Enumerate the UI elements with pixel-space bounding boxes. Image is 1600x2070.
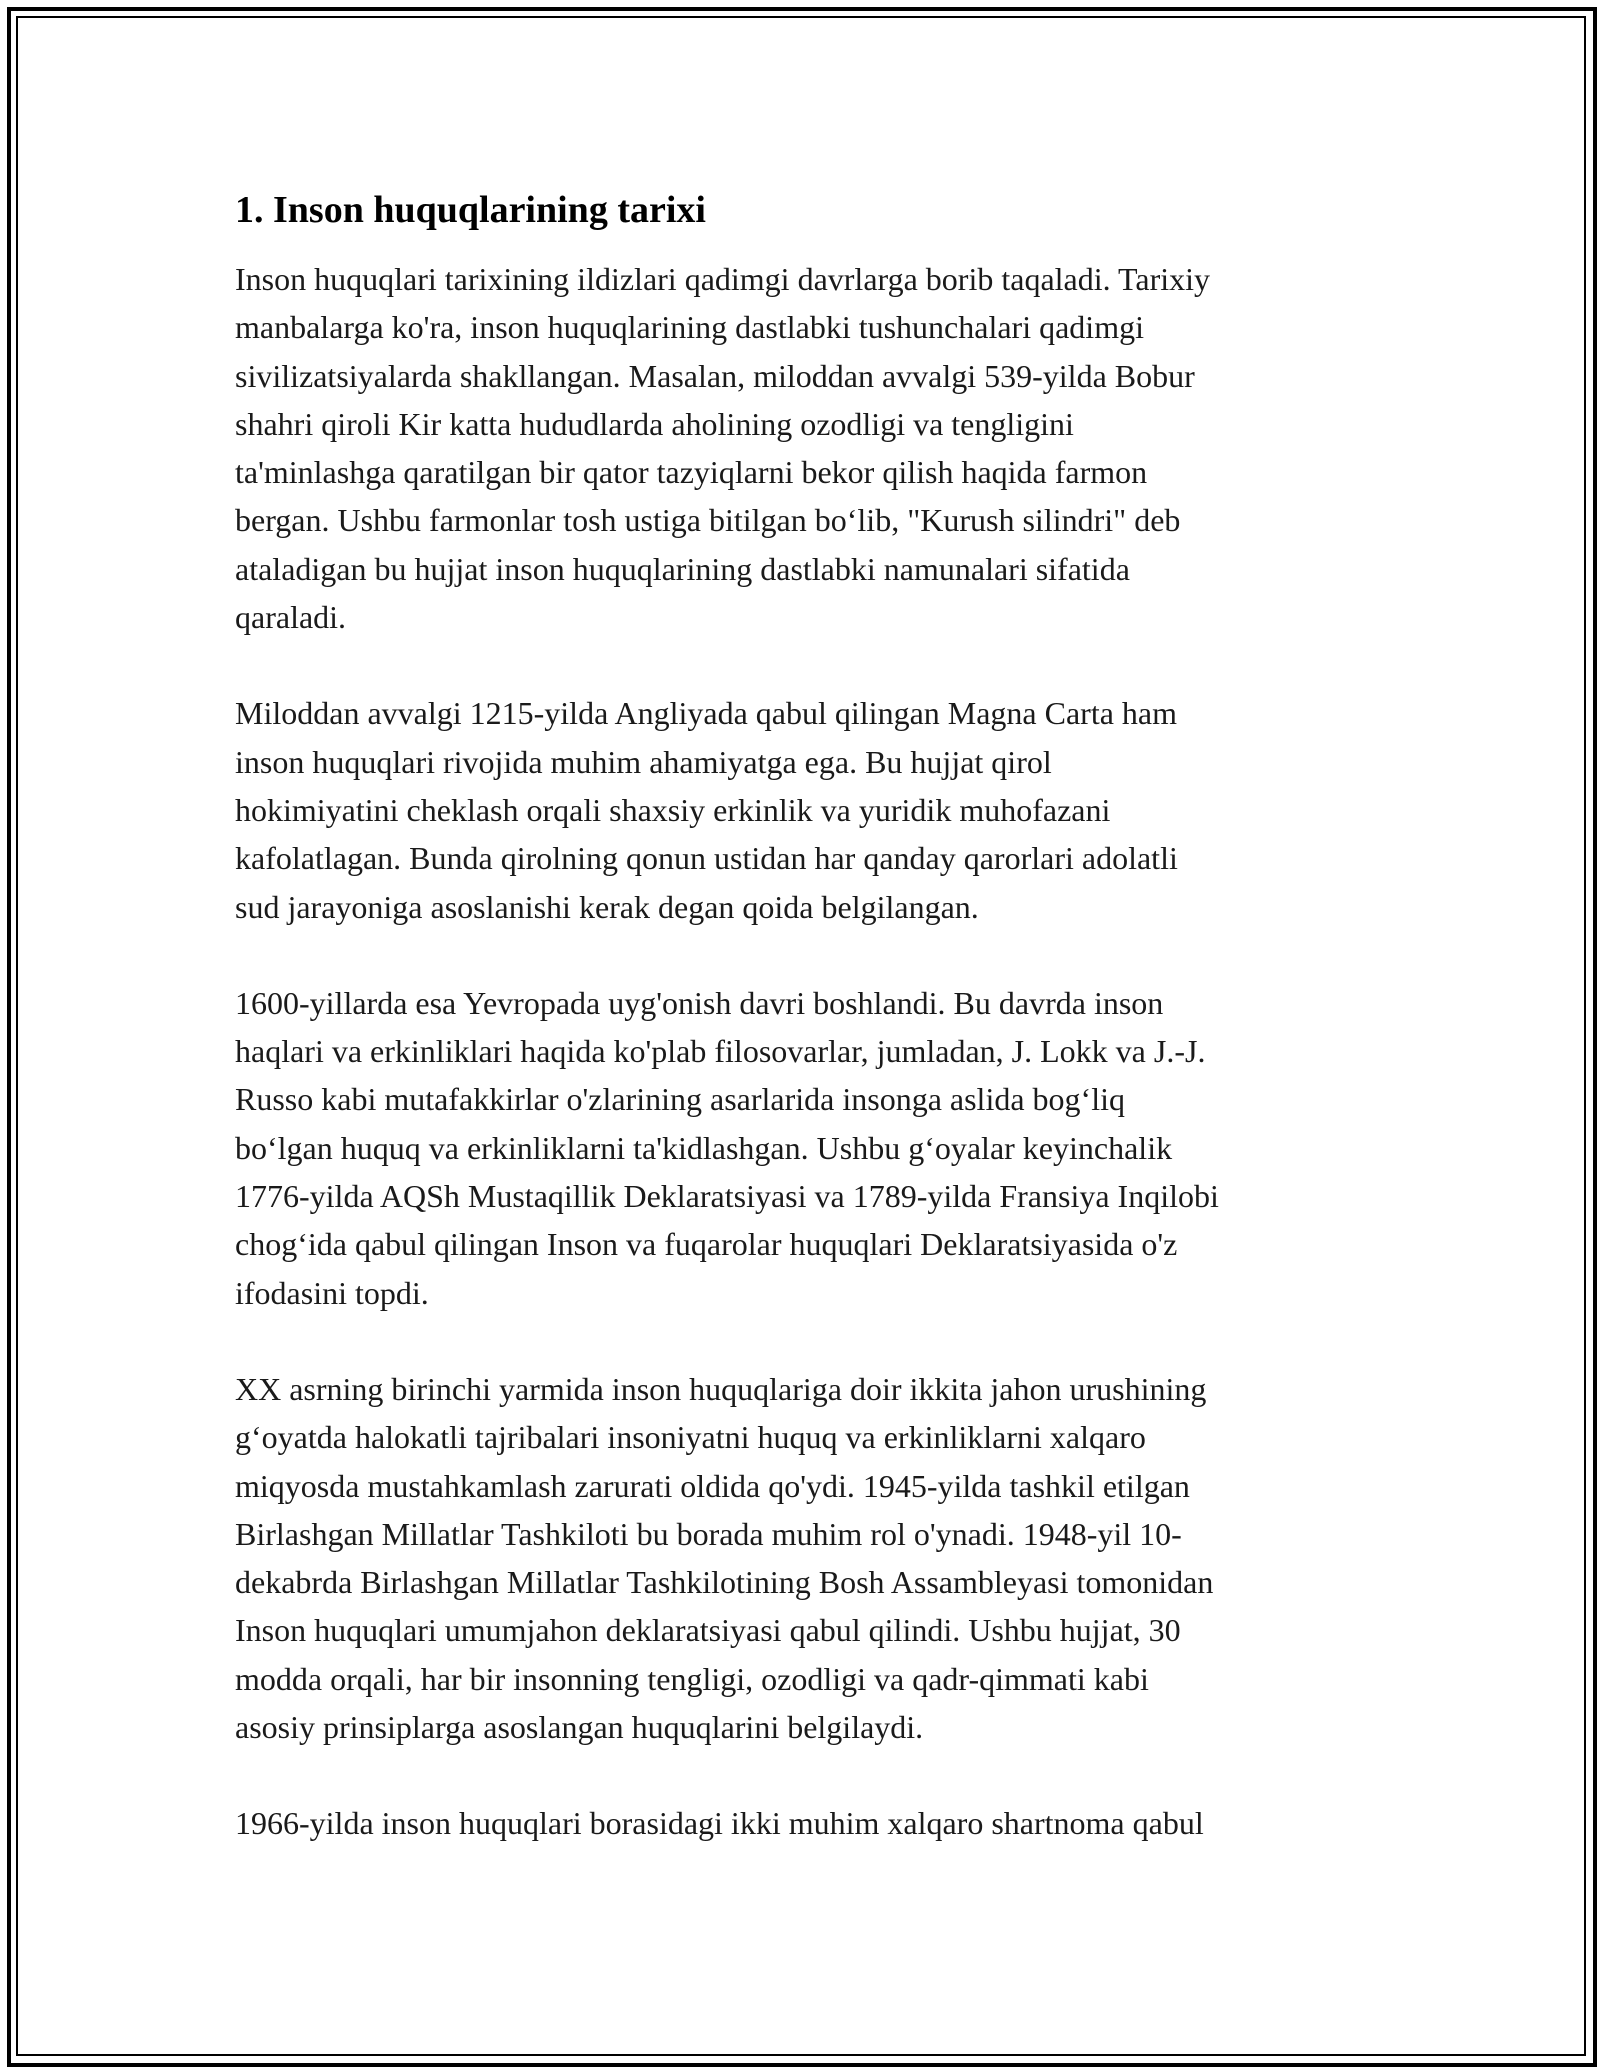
paragraph-1966-covenants: 1966-yilda inson huquqlari borasidagi ikki muhim xalqaro shartnoma qabul [235,1805,1204,1842]
paragraph-magna-carta: Miloddan avvalgi 1215-yilda Angliyada qabul qilingan Magna Carta ham inson huquqlari rivojida muhim ahamiyatga ega. Bu hujjat qirol hokimiyatini cheklash orqali shaxsiy erkinlik va yuridik muhofazani kafolatlagan. Bunda qirolning qonun ustidan har qanday qarorlari adolatli sud jarayoniga asoslanishi kerak degan qoida belgilangan. [235,695,1178,925]
section-heading: 1. Inson huquqlarining tarixi [235,189,706,231]
document-body [235,185,1375,1896]
paragraph-renaissance: 1600-yillarda esa Yevropada uyg'onish davri boshlandi. Bu davrda inson haqlari va erkinliklari haqida ko'plab filosovarlar, jumladan, J. Lokk va J.-J. Russo kabi mutafakkirlar o'zlarining asarlarida insonga aslida bog‘liq bo‘lgan huquq va erkinliklarni ta'kidlashgan. Ushbu g‘oyalar keyinchalik 1776-yilda AQSh Mustaqillik Deklaratsiyasi va 1789-yilda Fransiya Inqilobi chog‘ida qabul qilingan Inson va fuqarolar huquqlari Deklaratsiyasida o'z ifodasini topdi. [235,984,1219,1311]
paragraph-twentieth-century: XX asrning birinchi yarmida inson huquqlariga doir ikkita jahon urushining g‘oyatda halokatli tajribalari insoniyatni huquq va erkinliklarni xalqaro miqyosda mustahkamlash zarurati oldida qo'ydi. 1945-yilda tashkil etilgan Birlashgan Millatlar Tashkiloti bu borada muhim rol o'ynadi. 1948-yil 10- dekabrda Birlashgan Millatlar Tashkilotining Bosh Assambleyasi tomonidan Inson huquqlari umumjahon deklaratsiyasi qabul qilindi. Ushbu hujjat, 30 modda orqali, har bir insonning tengligi, ozodligi va qadr-qimmati kabi asosiy prinsiplarga asoslangan huquqlarini belgilaydi. [235,1370,1214,1746]
paragraph-origins: Inson huquqlari tarixining ildizlari qadimgi davrlarga borib taqaladi. Tarixiy manbalarga ko'ra, inson huquqlarining dastlabki tushunchalari qadimgi sivilizatsiyalarda shakllangan. Masalan, miloddan avvalgi 539-yilda Bobur shahri qiroli Kir katta hududlarda aholining ozodligi va tengligini ta'minlashga qaratilgan bir qator tazyiqlarni bekor qilish haqida farmon bergan. Ushbu farmonlar tosh ustiga bitilgan bo‘lib, "Kurush silindri" deb ataladigan bu hujjat inson huquqlarining dastlabki namunalari sifatida qaraladi. [235,261,1210,636]
